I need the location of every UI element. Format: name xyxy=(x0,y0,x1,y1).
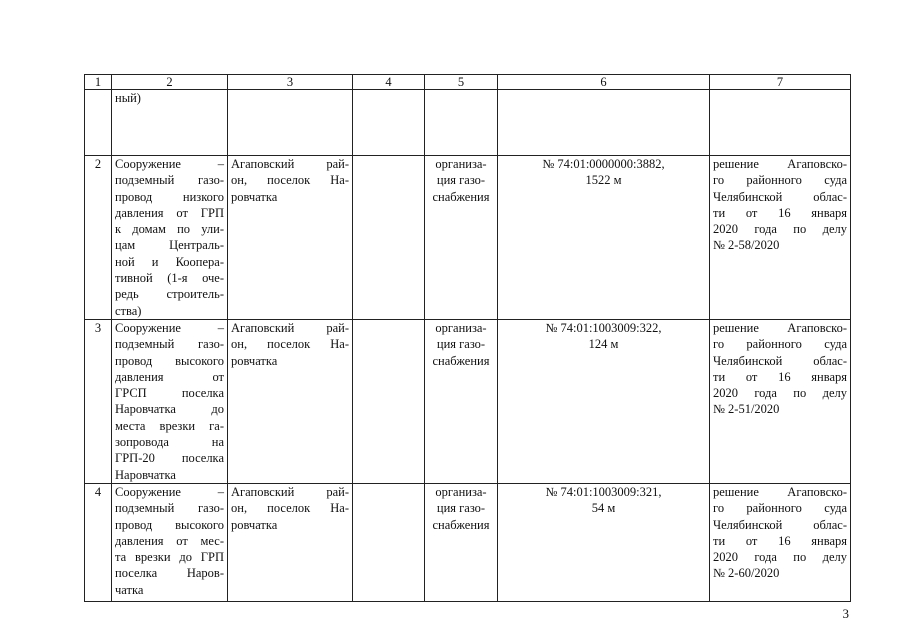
cadastral-number xyxy=(498,156,710,320)
header-cell-6: 6 xyxy=(498,75,710,90)
court-decision xyxy=(710,483,851,601)
operator-org-line: организа- xyxy=(435,157,487,171)
row-number: 4 xyxy=(85,483,112,601)
row-number: 2 xyxy=(85,156,112,320)
object-name xyxy=(112,320,228,484)
cadastral-number-line: № 74:01:1003009:322, xyxy=(545,321,662,335)
court-decision-line: № 2-60/2020 xyxy=(713,566,780,581)
col4-cell xyxy=(353,156,425,320)
object-name-line: подземный газо- xyxy=(115,337,224,352)
court-decision xyxy=(710,320,851,484)
object-name-line: та врезки до ГРП xyxy=(115,550,224,565)
operator-org-line: снабжения xyxy=(432,189,490,204)
object-name-line: Сооружение – xyxy=(115,157,224,171)
court-decision-line: 2020 года по делу xyxy=(713,222,847,237)
object-name-line: поселка Наров- xyxy=(115,566,224,581)
cadastral-number-line: № 74:01:0000000:3882, xyxy=(542,157,665,171)
court-decision-line: го районного суда xyxy=(713,501,847,516)
object-name-line: цам Централь- xyxy=(115,238,224,253)
object-name-line: Сооружение – xyxy=(115,484,224,499)
object-name-line: давления от мес- xyxy=(115,533,224,548)
header-cell-2: 2 xyxy=(112,75,228,90)
object-name-line: зопровода на xyxy=(115,435,224,450)
object-location-line: он, поселок На- xyxy=(231,337,349,352)
continuation-location xyxy=(228,90,353,156)
header-cell-5: 5 xyxy=(425,75,498,90)
object-name-line: ГРП-20 поселка xyxy=(115,451,224,466)
object-name-line: чатка xyxy=(115,582,144,597)
object-location xyxy=(228,156,353,320)
operator-org-line: снабжения xyxy=(432,517,490,532)
object-name-line: редь строитель- xyxy=(115,287,224,302)
cadastral-number-line: 1522 м xyxy=(585,173,622,188)
header-cell-4: 4 xyxy=(353,75,425,90)
operator-org-line: ция газо- xyxy=(436,337,486,352)
page-number: 3 xyxy=(842,606,849,621)
object-name-line: ной и Коопера- xyxy=(115,254,224,269)
object-name-line: подземный газо- xyxy=(115,501,224,516)
object-location-line: Агаповский рай- xyxy=(231,321,349,335)
object-name-line: ства) xyxy=(115,303,142,318)
court-decision-line: № 2-51/2020 xyxy=(713,402,780,417)
cadastral-number-line: 54 м xyxy=(591,501,616,516)
object-name-line: Наровчатка xyxy=(115,467,176,482)
court-decision-line: № 2-58/2020 xyxy=(713,238,780,253)
continuation-decision xyxy=(710,90,851,156)
object-name-line: провод высокого xyxy=(115,517,224,532)
operator-org xyxy=(425,156,498,320)
operator-org xyxy=(425,320,498,484)
court-decision-line: го районного суда xyxy=(713,337,847,352)
operator-org-line: организа- xyxy=(435,484,487,499)
object-location-line: ровчатка xyxy=(231,517,278,532)
object-name-line: места врезки га- xyxy=(115,418,224,433)
object-location-line: ровчатка xyxy=(231,353,278,368)
header-row xyxy=(85,75,851,90)
court-decision-line: Челябинской облас- xyxy=(713,189,847,204)
object-location xyxy=(228,320,353,484)
operator-org-line: ция газо- xyxy=(436,501,486,516)
object-name xyxy=(112,156,228,320)
object-name-line: ГРСП поселка xyxy=(115,386,224,401)
cadastral-number xyxy=(498,483,710,601)
continuation-name: ный) xyxy=(112,90,228,156)
object-location xyxy=(228,483,353,601)
object-name-line: к домам по ули- xyxy=(115,222,224,237)
header-cell-3: 3 xyxy=(228,75,353,90)
document-table xyxy=(84,74,851,602)
operator-org xyxy=(425,483,498,601)
court-decision-line: 2020 года по делу xyxy=(713,386,847,401)
court-decision-line: го районного суда xyxy=(713,173,847,188)
operator-org-line: снабжения xyxy=(432,353,490,368)
court-decision-line: ти от 16 января xyxy=(713,369,847,384)
object-name-line: давления от xyxy=(115,369,224,384)
operator-org-line: организа- xyxy=(435,321,487,335)
object-location-line: ровчатка xyxy=(231,189,278,204)
operator-org-line: ция газо- xyxy=(436,173,486,188)
table-row xyxy=(85,156,851,320)
court-decision-line: Челябинской облас- xyxy=(713,353,847,368)
cadastral-number-line: 124 м xyxy=(588,337,619,352)
col4-cell xyxy=(353,320,425,484)
object-name-line: подземный газо- xyxy=(115,173,224,188)
court-decision-line: решение Агаповско- xyxy=(713,157,847,171)
court-decision-line: Челябинской облас- xyxy=(713,517,847,532)
object-name xyxy=(112,483,228,601)
object-name-line: тивной (1-я оче- xyxy=(115,271,224,286)
continuation-row xyxy=(85,90,851,156)
court-decision-line: 2020 года по делу xyxy=(713,550,847,565)
court-decision-line: решение Агаповско- xyxy=(713,484,847,499)
table-row xyxy=(85,320,851,484)
object-name-line: давления от ГРП xyxy=(115,205,224,220)
object-location-line: Агаповский рай- xyxy=(231,157,349,171)
object-name-line: Наровчатка до xyxy=(115,402,224,417)
continuation-num xyxy=(85,90,112,156)
col4-cell xyxy=(353,483,425,601)
object-location-line: он, поселок На- xyxy=(231,173,349,188)
header-cell-1: 1 xyxy=(85,75,112,90)
header-cell-7: 7 xyxy=(710,75,851,90)
cadastral-number-line: № 74:01:1003009:321, xyxy=(545,484,662,499)
cadastral-number xyxy=(498,320,710,484)
court-decision-line: ти от 16 января xyxy=(713,533,847,548)
object-location-line: Агаповский рай- xyxy=(231,484,349,499)
continuation-org xyxy=(425,90,498,156)
table-row xyxy=(85,483,851,601)
court-decision xyxy=(710,156,851,320)
continuation-col4 xyxy=(353,90,425,156)
row-number: 3 xyxy=(85,320,112,484)
court-decision-line: ти от 16 января xyxy=(713,205,847,220)
court-decision-line: решение Агаповско- xyxy=(713,321,847,335)
object-location-line: он, поселок На- xyxy=(231,501,349,516)
continuation-cadastral xyxy=(498,90,710,156)
object-name-line: провод высокого xyxy=(115,353,224,368)
object-name-line: провод низкого xyxy=(115,189,224,204)
object-name-line: Сооружение – xyxy=(115,321,224,335)
